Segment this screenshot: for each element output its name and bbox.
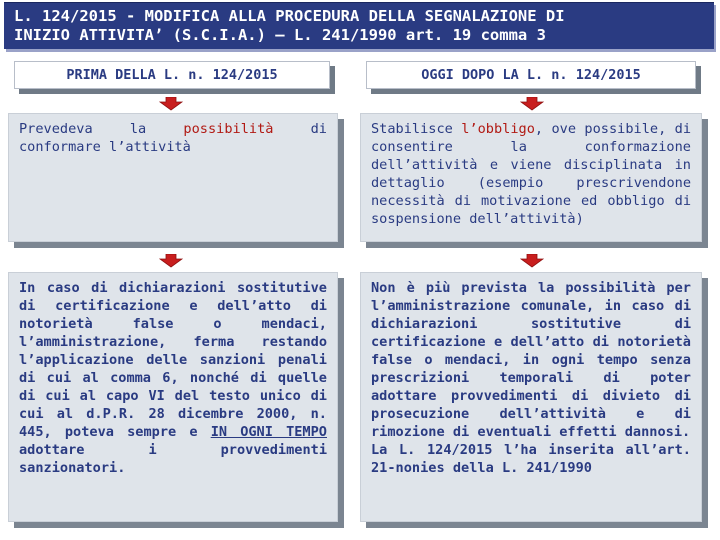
after-sanctions-box <box>360 272 702 522</box>
page-title <box>14 7 704 45</box>
text: In caso di dichiarazioni sostitutive di certificazione e dell’atto di notorietà false o mendaci, l’amministrazione, ferma restando l’applicazione delle sanzioni penali di cui al comma 6, nonché di quelle di cui al capo VI del testo unico di cui al d.P.R. 28 dicembre 2000, n. 445, poteva sempre e <box>19 280 327 440</box>
title-bar <box>4 2 714 49</box>
after-conformation-box <box>360 113 702 242</box>
header-before: PRIMA DELLA L. n. 124/2015 <box>14 61 330 89</box>
text: Non è più prevista la possibilità per l’amministrazione comunale, in caso di dichiarazioni sostitutive di certificazione e dell’atto di notorietà false o mendaci, in ogni tempo senza prescrizioni temporali di poter adottare provvedimenti di divieto di prosecuzione dell’attività e di rimozione di eventuali effetti dannosi. <box>371 280 691 440</box>
text: adottare i provvedimenti sanzionatori. <box>19 442 327 476</box>
highlight-obbligo: l’obbligo <box>461 121 535 137</box>
text: di conformare l’attività <box>19 121 327 155</box>
text: Stabilisce <box>371 121 462 137</box>
before-sanctions-box <box>8 272 338 522</box>
highlight-possibilita: possibilità <box>183 121 274 137</box>
title-line-1: L. 124/2015 - MODIFICA ALLA PROCEDURA DELLA SEGNALAZIONE DI <box>14 7 565 25</box>
arrow-down-icon <box>520 97 544 111</box>
arrow-down-icon <box>159 97 183 111</box>
text: , ove possibile, di consentire la conformazione dell’attività e viene disciplinata in dettaglio (esempio prescrivendone necessità di motivazione ed obbligo di sospensione dell’attività) <box>371 121 692 227</box>
header-after: OGGI DOPO LA L. n. 124/2015 <box>366 61 696 89</box>
arrow-down-icon <box>520 254 544 268</box>
text: La L. 124/2015 l’ha inserita all’art. 21-nonies della L. 241/1990 <box>371 442 691 476</box>
underline-in-ogni-tempo: IN OGNI TEMPO <box>210 424 327 440</box>
arrow-down-icon <box>159 254 183 268</box>
before-conformation-box <box>8 113 338 242</box>
title-line-2: INIZIO ATTIVITA’ (S.C.I.A.) – L. 241/1990 art. 19 comma 3 <box>14 26 546 44</box>
text: Prevedeva la <box>19 121 184 137</box>
